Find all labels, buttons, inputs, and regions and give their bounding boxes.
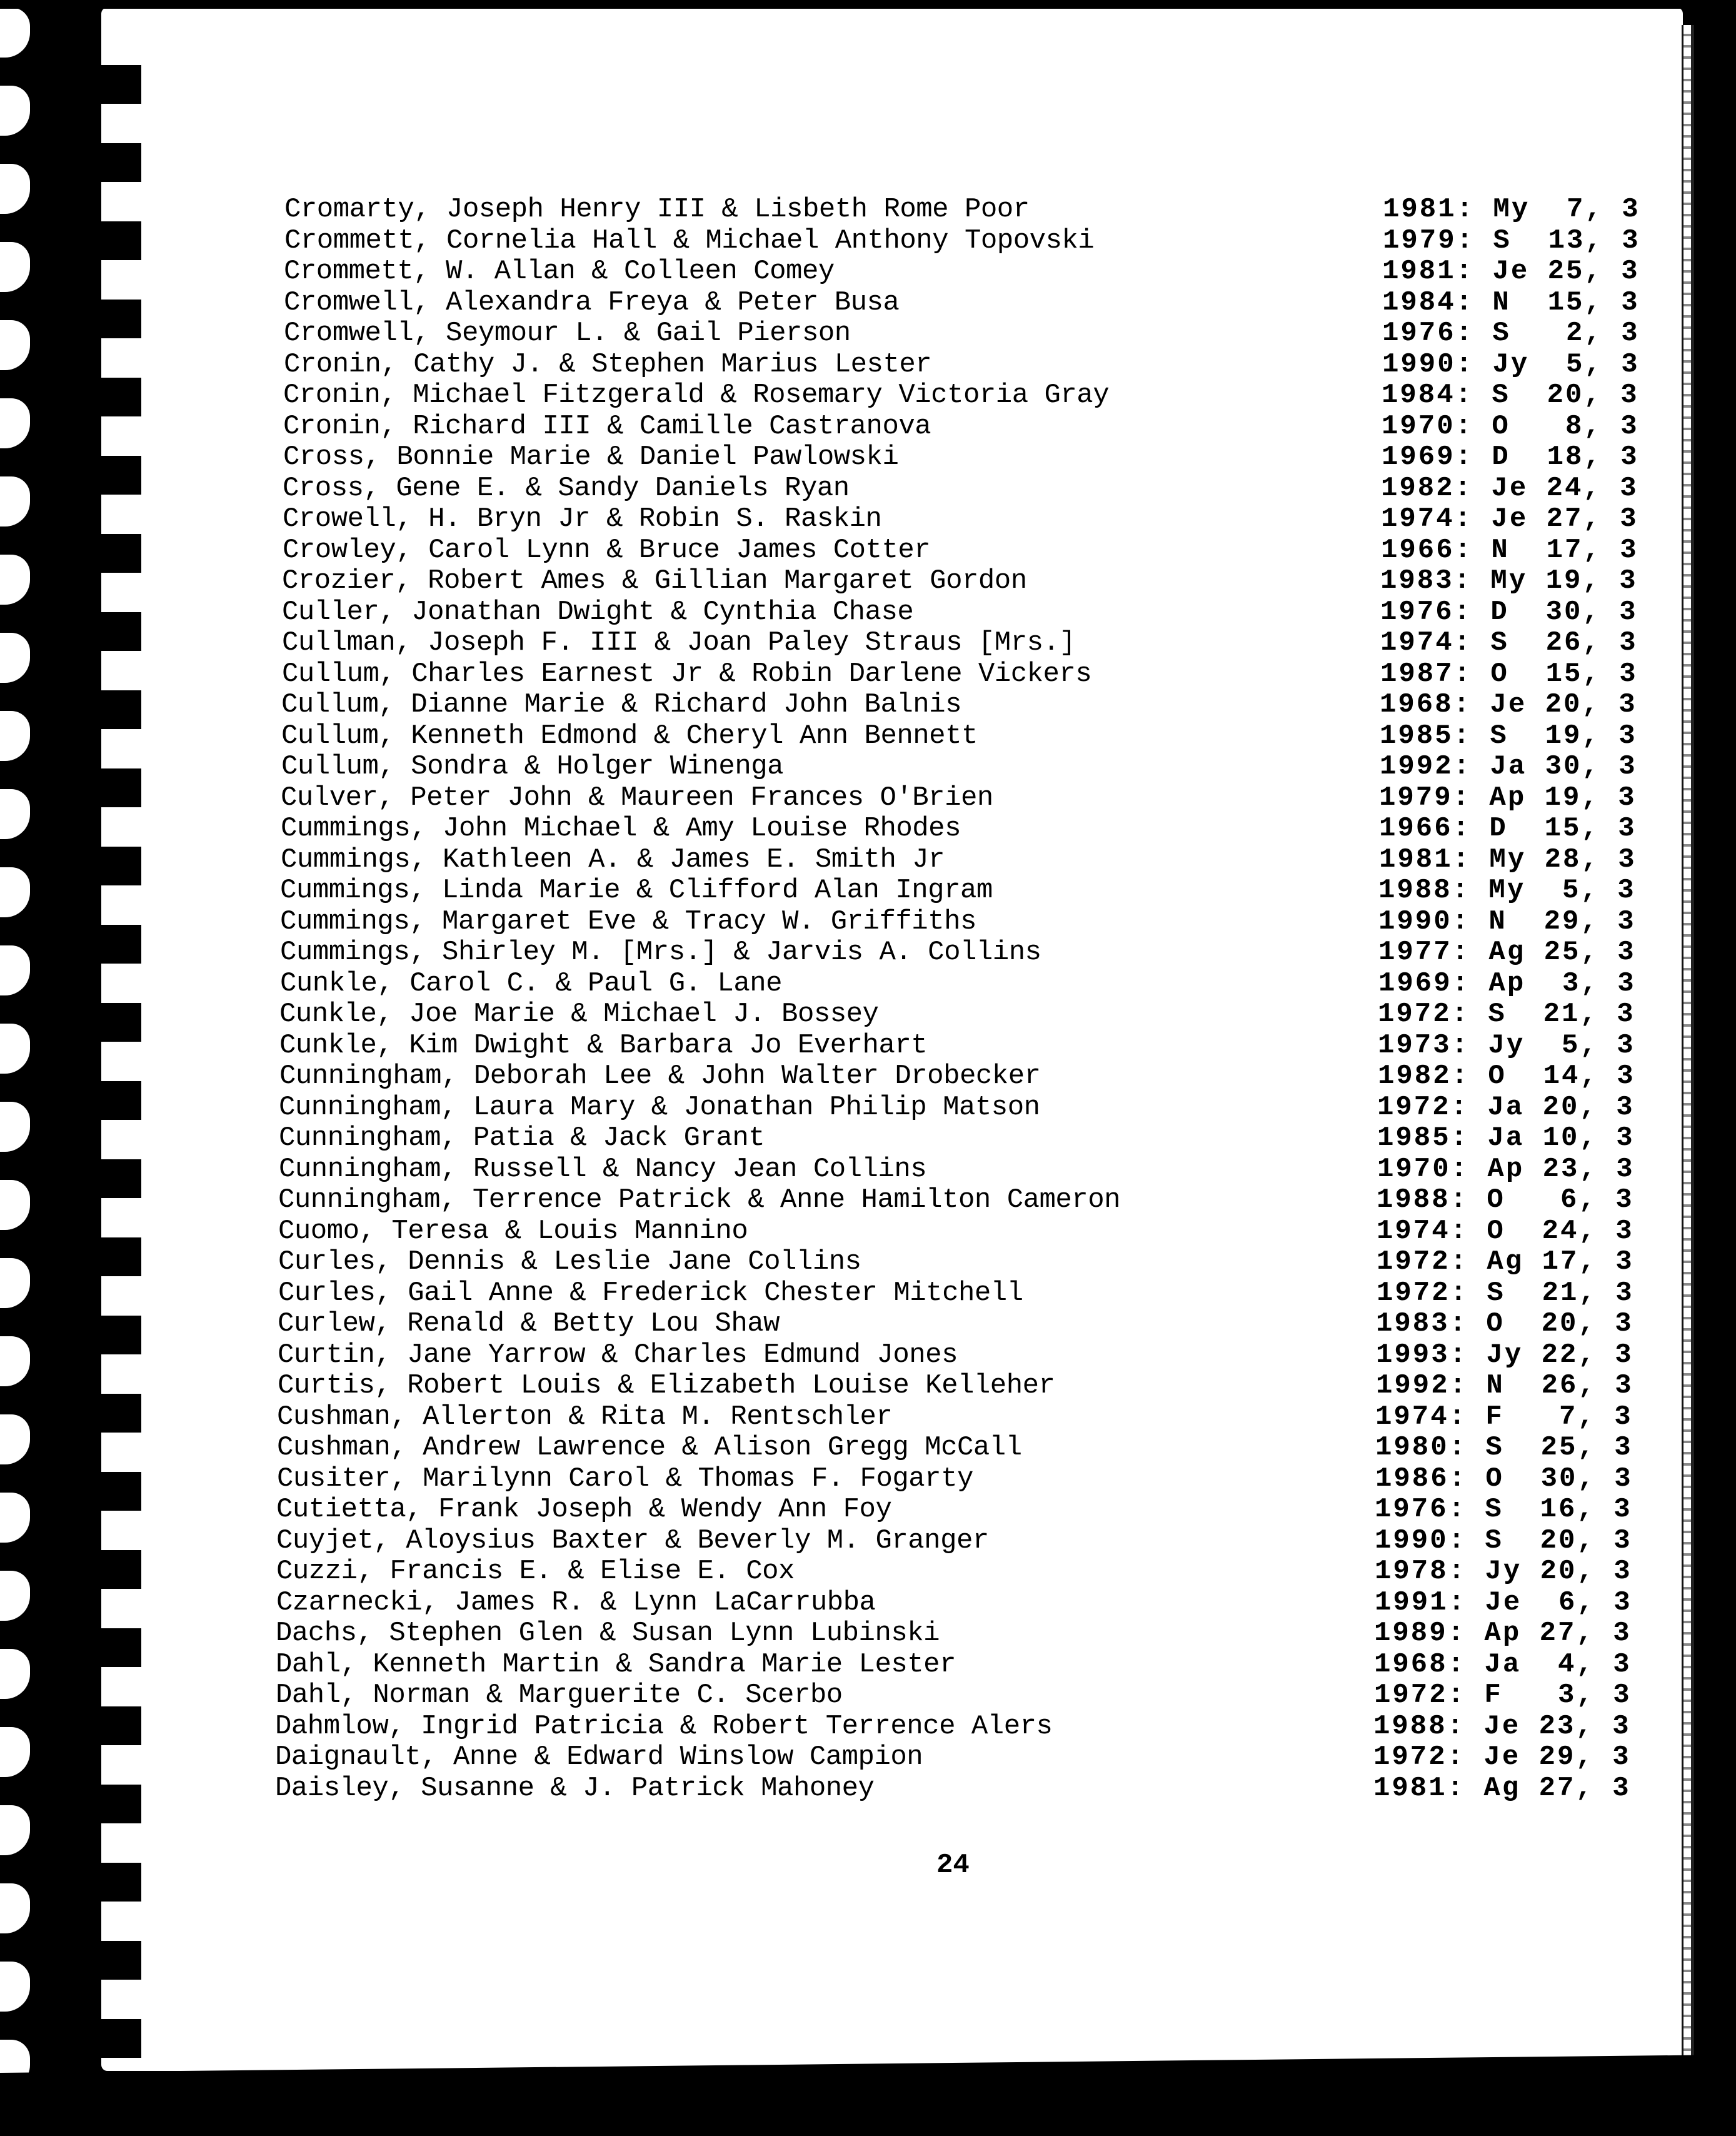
couple-names: Cunkle, Joe Marie & Michael J. Bossey (279, 999, 879, 1030)
marriage-date: 1988: O 6, 3 (1377, 1184, 1634, 1216)
couple-names: Cusiter, Marilynn Carol & Thomas F. Fogarty (277, 1463, 973, 1494)
list-item (0, 1463, 1736, 1494)
couple-names: Cullum, Dianne Marie & Richard John Balnis (281, 689, 961, 720)
couple-names: Cunningham, Deborah Lee & John Walter Drobecker (279, 1060, 1041, 1092)
couple-names: Cullum, Sondra & Holger Winenga (281, 751, 784, 782)
list-item (0, 1525, 1736, 1556)
list-item (0, 875, 1736, 906)
couple-names: Culler, Jonathan Dwight & Cynthia Chase (282, 597, 914, 628)
list-item (0, 503, 1736, 535)
list-item (0, 1246, 1736, 1277)
marriage-date: 1966: D 15, 3 (1379, 813, 1637, 844)
list-item (0, 349, 1736, 380)
list-item (0, 1432, 1736, 1463)
couple-names: Cromarty, Joseph Henry III & Lisbeth Rome Poor (284, 194, 1030, 225)
marriage-date: 1988: Je 23, 3 (1373, 1711, 1631, 1742)
list-item (0, 689, 1736, 720)
marriage-date: 1983: O 20, 3 (1376, 1308, 1633, 1339)
list-item (0, 1618, 1736, 1649)
list-item (0, 441, 1736, 473)
couple-names: Crommett, Cornelia Hall & Michael Anthony Topovski (284, 225, 1095, 256)
marriage-date: 1972: S 21, 3 (1377, 1277, 1634, 1309)
couple-names: Cushman, Andrew Lawrence & Alison Gregg McCall (277, 1432, 1022, 1463)
marriage-date: 1968: Je 20, 3 (1380, 689, 1637, 720)
list-item (0, 1092, 1736, 1123)
list-item (0, 1494, 1736, 1525)
list-item (0, 318, 1736, 349)
couple-names: Cunkle, Kim Dwight & Barbara Jo Everhart (279, 1030, 928, 1061)
couple-names: Crowley, Carol Lynn & Bruce James Cotter (283, 535, 931, 566)
marriage-date: 1974: S 26, 3 (1380, 627, 1638, 658)
couple-names: Daignault, Anne & Edward Winslow Campion (275, 1741, 923, 1773)
couple-names: Daisley, Susanne & J. Patrick Mahoney (275, 1773, 875, 1804)
couple-names: Cummings, John Michael & Amy Louise Rhodes (281, 813, 961, 844)
couple-names: Culver, Peter John & Maureen Frances O'Brien (281, 782, 993, 814)
marriage-date: 1982: O 14, 3 (1378, 1060, 1635, 1092)
marriage-date: 1972: Ja 20, 3 (1377, 1092, 1635, 1123)
couple-names: Cunkle, Carol C. & Paul G. Lane (280, 968, 783, 999)
list-item (0, 1122, 1736, 1154)
list-item (0, 565, 1736, 597)
list-item (0, 535, 1736, 566)
marriage-date: 1984: S 20, 3 (1382, 380, 1639, 411)
couple-names: Cromwell, Alexandra Freya & Peter Busa (284, 287, 900, 318)
marriage-date: 1988: My 5, 3 (1378, 875, 1636, 906)
marriage-date: 1990: N 29, 3 (1378, 906, 1636, 937)
list-item (0, 999, 1736, 1030)
list-item (0, 813, 1736, 844)
list-item (0, 1587, 1736, 1618)
list-item (0, 1649, 1736, 1680)
list-item (0, 411, 1736, 442)
couple-names: Cushman, Allerton & Rita M. Rentschler (277, 1401, 893, 1433)
list-item (0, 1154, 1736, 1185)
couple-names: Curtis, Robert Louis & Elizabeth Louise Kelleher (278, 1370, 1055, 1401)
couple-names: Cuyjet, Aloysius Baxter & Beverly M. Granger (276, 1525, 989, 1556)
marriage-date: 1987: O 15, 3 (1380, 658, 1638, 690)
marriage-date: 1974: Je 27, 3 (1381, 503, 1638, 535)
list-item (0, 751, 1736, 782)
list-item (0, 937, 1736, 968)
couple-names: Cunningham, Patia & Jack Grant (279, 1122, 765, 1154)
marriage-date: 1984: N 15, 3 (1382, 287, 1640, 318)
marriage-date: 1981: My 7, 3 (1383, 194, 1640, 225)
marriage-date: 1991: Je 6, 3 (1375, 1587, 1632, 1618)
list-item (0, 194, 1736, 225)
couple-names: Crozier, Robert Ames & Gillian Margaret Gordon (282, 565, 1027, 597)
list-item (0, 844, 1736, 875)
couple-names: Cuomo, Teresa & Louis Mannino (278, 1216, 748, 1247)
couple-names: Curles, Dennis & Leslie Jane Collins (278, 1246, 861, 1277)
couple-names: Cummings, Shirley M. [Mrs.] & Jarvis A. Collins (280, 937, 1041, 968)
couple-names: Cunningham, Russell & Nancy Jean Collins (279, 1154, 927, 1185)
list-item (0, 1370, 1736, 1401)
list-item (0, 225, 1736, 256)
couple-names: Cutietta, Frank Joseph & Wendy Ann Foy (276, 1494, 892, 1525)
marriage-date: 1970: O 8, 3 (1382, 411, 1639, 442)
list-item (0, 627, 1736, 658)
list-item (0, 1711, 1736, 1742)
marriage-date: 1990: Jy 5, 3 (1382, 349, 1640, 380)
couple-names: Curles, Gail Anne & Frederick Chester Mitchell (278, 1277, 1023, 1309)
marriage-date: 1976: S 2, 3 (1382, 318, 1640, 349)
marriage-date: 1983: My 19, 3 (1380, 565, 1638, 597)
couple-names: Cummings, Kathleen A. & James E. Smith Jr (281, 844, 945, 875)
marriage-date: 1972: Ag 17, 3 (1377, 1246, 1634, 1277)
couple-names: Curtin, Jane Yarrow & Charles Edmund Jones (278, 1339, 958, 1371)
couple-names: Cross, Gene E. & Sandy Daniels Ryan (283, 473, 850, 504)
marriage-date: 1992: N 26, 3 (1376, 1370, 1633, 1401)
binding-coil-icon (94, 2097, 141, 2136)
couple-names: Cronin, Cathy J. & Stephen Marius Lester (284, 349, 932, 380)
list-item (0, 1216, 1736, 1247)
couple-names: Cummings, Margaret Eve & Tracy W. Griffiths (280, 906, 976, 937)
list-item (0, 597, 1736, 628)
marriage-date: 1986: O 30, 3 (1375, 1463, 1633, 1494)
marriage-date: 1972: Je 29, 3 (1373, 1741, 1631, 1773)
marriage-date: 1968: Ja 4, 3 (1374, 1649, 1632, 1680)
marriage-date: 1979: Ap 19, 3 (1379, 782, 1637, 814)
couple-names: Cromwell, Seymour L. & Gail Pierson (284, 318, 851, 349)
marriage-date: 1990: S 20, 3 (1375, 1525, 1632, 1556)
marriage-date: 1981: Ag 27, 3 (1373, 1773, 1631, 1804)
list-item (0, 1401, 1736, 1433)
couple-names: Cronin, Michael Fitzgerald & Rosemary Victoria Gray (283, 380, 1110, 411)
marriage-date: 1969: D 18, 3 (1382, 441, 1639, 473)
marriage-date: 1985: S 19, 3 (1380, 720, 1637, 752)
marriage-date: 1970: Ap 23, 3 (1377, 1154, 1635, 1185)
couple-names: Cullum, Charles Earnest Jr & Robin Darlene Vickers (282, 658, 1092, 690)
page-number: 24 (936, 1850, 970, 1881)
marriage-date: 1980: S 25, 3 (1375, 1432, 1633, 1463)
list-item (0, 1339, 1736, 1371)
list-item (0, 1556, 1736, 1587)
list-item (0, 287, 1736, 318)
couple-names: Cuzzi, Francis E. & Elise E. Cox (276, 1556, 795, 1587)
list-item (0, 1184, 1736, 1216)
couple-names: Cunningham, Laura Mary & Jonathan Philip Matson (279, 1092, 1040, 1123)
marriage-date: 1993: Jy 22, 3 (1376, 1339, 1633, 1371)
marriage-date: 1966: N 17, 3 (1381, 535, 1638, 566)
list-item (0, 1277, 1736, 1309)
list-item (0, 1680, 1736, 1711)
list-item (0, 256, 1736, 287)
marriage-date: 1972: S 21, 3 (1378, 999, 1635, 1030)
marriage-date: 1985: Ja 10, 3 (1377, 1122, 1635, 1154)
list-item (0, 1773, 1736, 1804)
couple-names: Cunningham, Terrence Patrick & Anne Hamilton Cameron (278, 1184, 1121, 1216)
marriage-date: 1976: S 16, 3 (1375, 1494, 1632, 1525)
list-item (0, 1030, 1736, 1061)
marriage-date: 1989: Ap 27, 3 (1374, 1618, 1632, 1649)
list-item (0, 658, 1736, 690)
list-item (0, 1060, 1736, 1092)
couple-names: Cummings, Linda Marie & Clifford Alan Ingram (280, 875, 993, 906)
marriage-date: 1974: F 7, 3 (1375, 1401, 1633, 1433)
marriage-date: 1969: Ap 3, 3 (1378, 968, 1636, 999)
marriage-date: 1992: Ja 30, 3 (1380, 751, 1637, 782)
marriage-date: 1976: D 30, 3 (1380, 597, 1638, 628)
couple-names: Cullum, Kenneth Edmond & Cheryl Ann Bennett (281, 720, 978, 752)
marriage-date: 1974: O 24, 3 (1377, 1216, 1634, 1247)
list-item (0, 1308, 1736, 1339)
list-item (0, 1741, 1736, 1773)
marriage-date: 1981: Je 25, 3 (1382, 256, 1640, 287)
couple-names: Cross, Bonnie Marie & Daniel Pawlowski (283, 441, 899, 473)
list-item (0, 906, 1736, 937)
marriage-date: 1977: Ag 25, 3 (1378, 937, 1636, 968)
couple-names: Dahl, Kenneth Martin & Sandra Marie Lester (276, 1649, 956, 1680)
list-item (0, 473, 1736, 504)
list-item (0, 720, 1736, 752)
couple-names: Czarnecki, James R. & Lynn LaCarrubba (276, 1587, 876, 1618)
list-item (0, 968, 1736, 999)
couple-names: Cullman, Joseph F. III & Joan Paley Straus [Mrs.] (282, 627, 1076, 658)
marriage-date: 1981: My 28, 3 (1379, 844, 1637, 875)
list-item (0, 380, 1736, 411)
list-item (0, 782, 1736, 814)
couple-names: Crowell, H. Bryn Jr & Robin S. Raskin (283, 503, 882, 535)
couple-names: Curlew, Renald & Betty Lou Shaw (278, 1308, 780, 1339)
couple-names: Dahmlow, Ingrid Patricia & Robert Terrence Alers (275, 1711, 1053, 1742)
marriage-date: 1978: Jy 20, 3 (1375, 1556, 1632, 1587)
marriage-date: 1973: Jy 5, 3 (1378, 1030, 1635, 1061)
marriage-date: 1982: Je 24, 3 (1381, 473, 1638, 504)
marriage-date: 1979: S 13, 3 (1383, 225, 1640, 256)
marriage-date: 1972: F 3, 3 (1374, 1680, 1632, 1711)
couple-names: Cronin, Richard III & Camille Castranova (283, 411, 931, 442)
couple-names: Dahl, Norman & Marguerite C. Scerbo (276, 1680, 843, 1711)
couple-names: Dachs, Stephen Glen & Susan Lynn Lubinski (276, 1618, 940, 1649)
couple-names: Crommett, W. Allan & Colleen Comey (284, 256, 835, 287)
